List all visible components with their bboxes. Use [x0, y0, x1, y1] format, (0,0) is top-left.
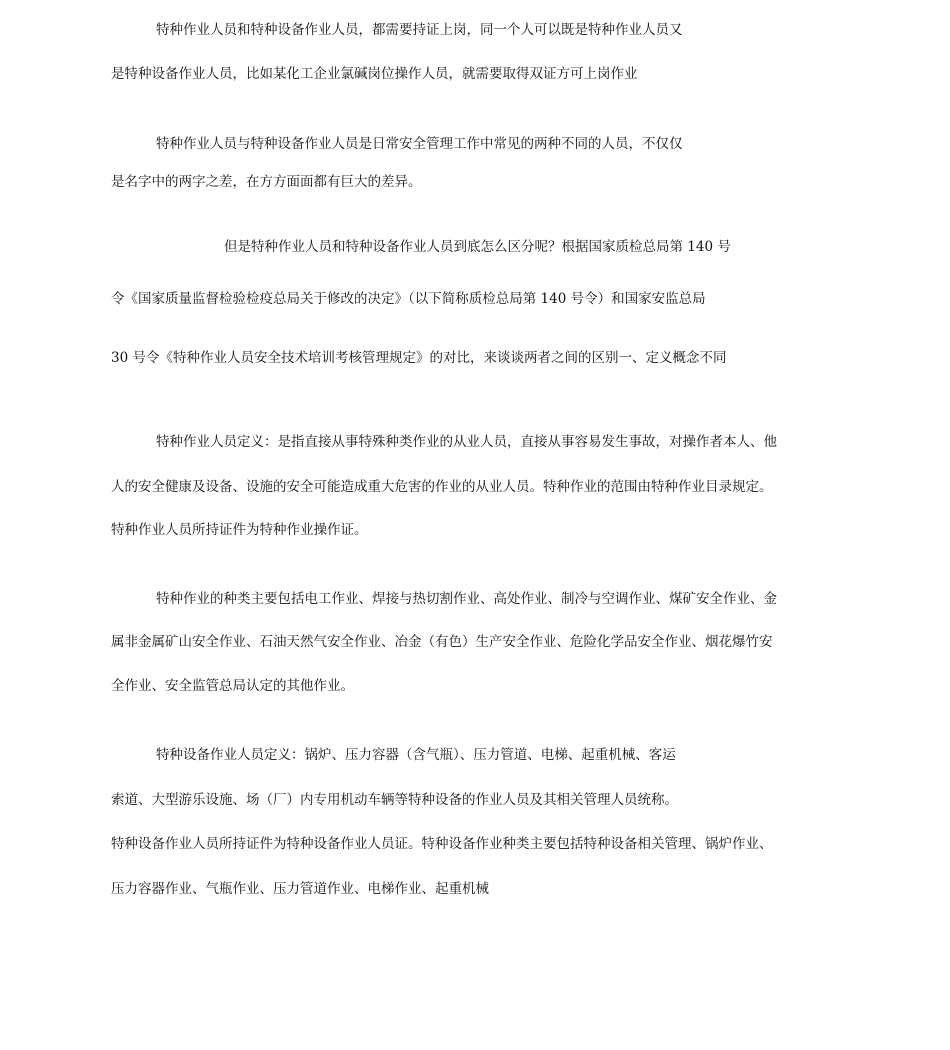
text-line: 特种作业的种类主要包括电工作业、焊接与热切割作业、高处作业、制冷与空调作业、煤矿安全作业、金 [156, 591, 777, 607]
text-line: 索道、大型游乐设施、场（厂）内专用机动车辆等特种设备的作业人员及其相关管理人员统称。 [111, 792, 678, 808]
text-line: 属非金属矿山安全作业、石油天然气安全作业、冶金（有色）生产安全作业、危险化学品安全作业、烟花爆竹安 [111, 634, 773, 650]
text-line: 是名字中的两字之差，在方方面面都有巨大的差异。 [111, 174, 422, 190]
text-line: 但是特种作业人员和特种设备作业人员到底怎么区分呢？根据国家质检总局第 140 号 [224, 239, 731, 255]
text-line: 压力容器作业、气瓶作业、压力管道作业、电梯作业、起重机械 [111, 881, 489, 897]
text-line: 特种设备作业人员所持证件为特种设备作业人员证。特种设备作业种类主要包括特种设备相关管理、锅炉作业、 [111, 836, 773, 852]
text-line: 30 号令《特种作业人员安全技术培训考核管理规定》的对比，来谈谈两者之间的区别一、定义概念不同 [111, 350, 727, 366]
text-line: 特种设备作业人员定义：锅炉、压力容器（含气瓶）、压力管道、电梯、起重机械、客运 [156, 747, 676, 763]
text-line: 特种作业人员与特种设备作业人员是日常安全管理工作中常见的两种不同的人员，不仅仅 [156, 136, 683, 152]
text-line: 是特种设备作业人员，比如某化工企业氯碱岗位操作人员，就需要取得双证方可上岗作业 [111, 66, 638, 82]
text-line: 全作业、安全监管总局认定的其他作业。 [111, 678, 354, 694]
text-line: 特种作业人员和特种设备作业人员，都需要持证上岗，同一个人可以既是特种作业人员又 [156, 22, 683, 38]
text-line: 人的安全健康及设备、设施的安全可能造成重大危害的作业的从业人员。特种作业的范围由特种作业目录规定。 [111, 479, 773, 495]
text-line: 特种作业人员所持证件为特种作业操作证。 [111, 522, 368, 538]
text-line: 特种作业人员定义：是指直接从事特殊种类作业的从业人员，直接从事容易发生事故，对操作者本人、他 [156, 434, 777, 450]
text-line: 令《国家质量监督检验检疫总局关于修改的决定》（以下简称质检总局第 140 号令）和国家安监总局 [111, 291, 706, 307]
